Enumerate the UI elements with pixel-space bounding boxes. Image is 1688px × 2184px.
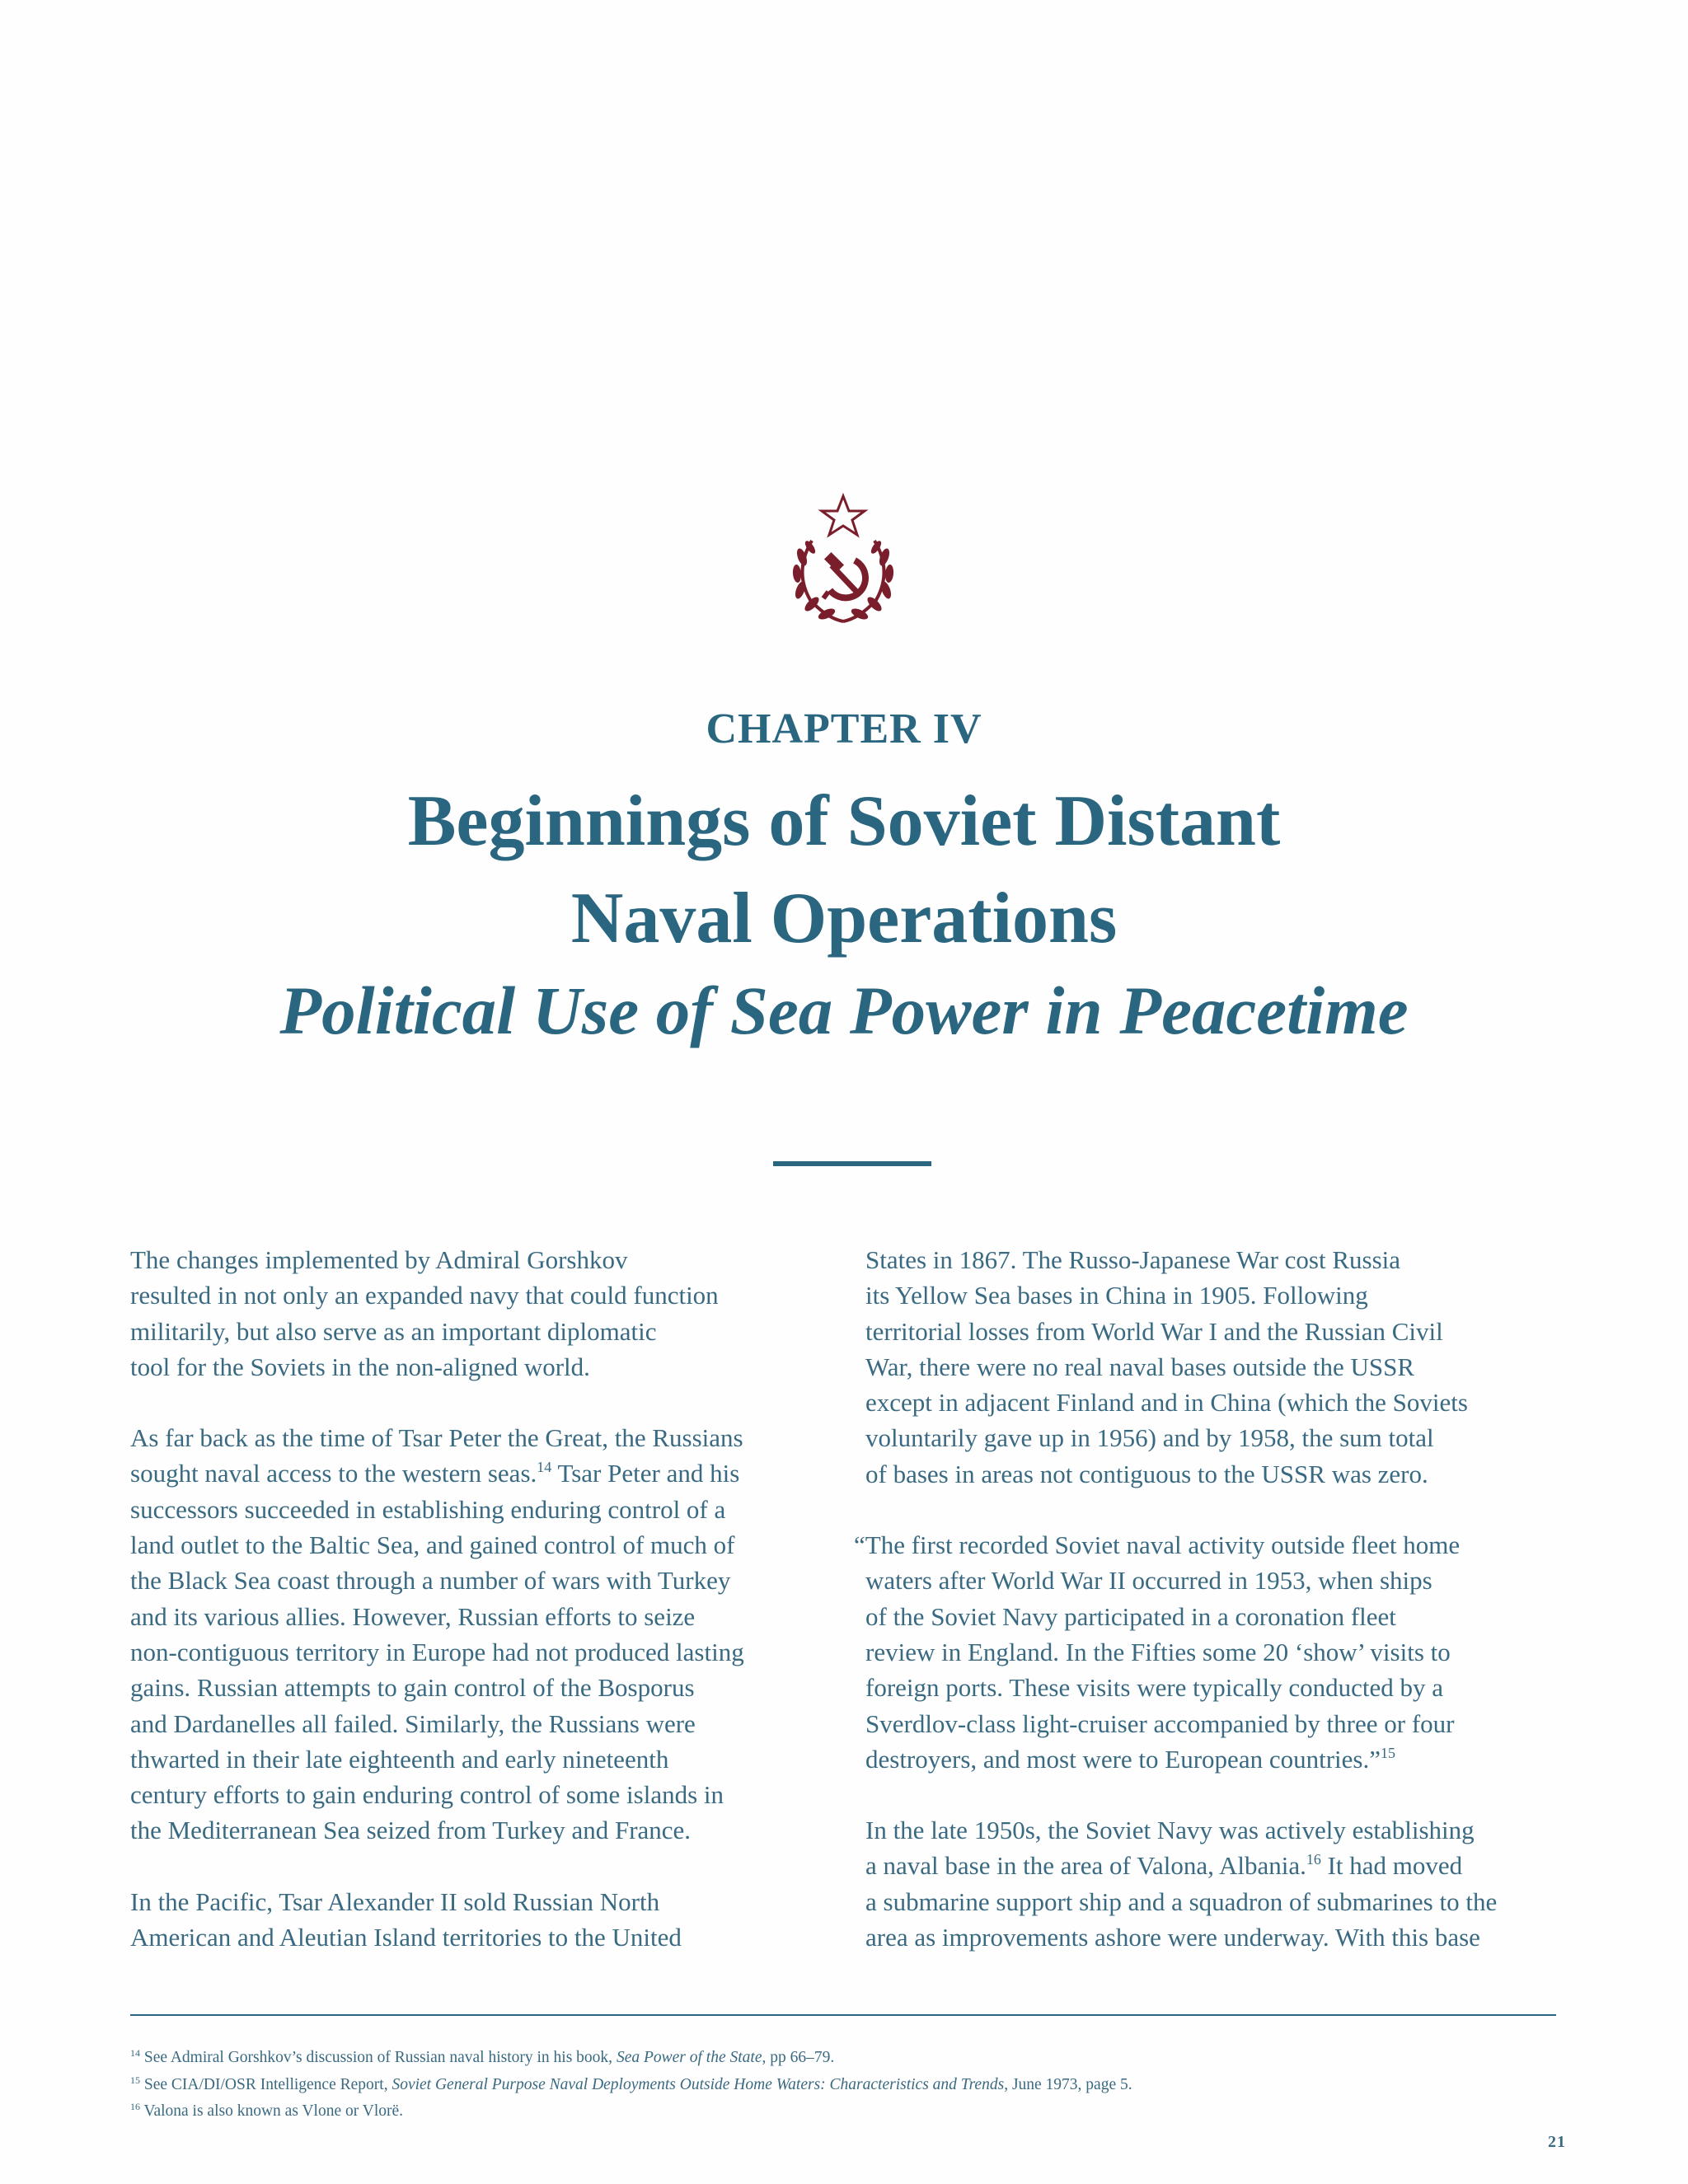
chapter-subtitle: Political Use of Sea Power in Peacetime: [279, 972, 1409, 1048]
footnote-ref: 14: [537, 1459, 552, 1476]
footnote-ref: 15: [1380, 1744, 1395, 1761]
chapter-label: CHAPTER IV: [706, 705, 982, 752]
chapter-title-line-1: Beginnings of Soviet Distant: [407, 781, 1281, 861]
paragraph: In the Pacific, Tsar Alexander II sold Russian North American and Aleutian Island territories to the United: [130, 1886, 682, 1952]
paragraph: States in 1867. The Russo-Japanese War cost Russia its Yellow Sea bases in China in 1905. Following territorial losses from World War I and the Russian Civil War, there were no real naval bases outside the USSR except in adjacent Finland and in China (which the Soviets voluntarily gave up in 1956) and by 1958, the sum total of bases in areas not contiguous to the USSR was zero.: [865, 1245, 1468, 1488]
paragraph: The changes implemented by Admiral Gorshkov resulted in not only an expanded navy that could function militarily, but also serve as an important diplomatic tool for the Soviets in the non-aligned world.: [130, 1245, 719, 1381]
paragraph: In the late 1950s, the Soviet Navy was actively establishing a naval base in the area of Valona, Albania.$^{16}$ It had moved a submarine support ship and a squadron of submarines to the area as improvements ashore were underway. With this base: [865, 1816, 1498, 1952]
footnotes: [130, 2042, 1556, 2123]
body-column-right: [854, 1242, 1566, 1990]
footnote: $^{15}$ See CIA/DI/OSR Intelligence Report, Soviet General Purpose Naval Deployments Outside Home Waters: Characteristics and Trends, June 1973, page 5.: [130, 2074, 1132, 2093]
body-column-left: [130, 1242, 823, 1990]
footnote-rule: [130, 2014, 1556, 2016]
footnote: $^{14}$ See Admiral Gorshkov’s discussion of Russian naval history in his book, Sea Power of the State, pp 66–79.: [130, 2047, 835, 2066]
soviet-emblem-icon: [779, 493, 907, 630]
paragraph: As far back as the time of Tsar Peter the Great, the Russians sought naval access to the western seas.$^{14}$ Tsar Peter and his successors succeeded in establishing enduring control of a land outlet to the Baltic Sea, and gained control of much of the Black Sea coast through a number of wars with Turkey and its various allies. However, Russian efforts to seize non-contiguous territory in Europe had not produced lasting gains. Russian attempts to gain control of the Bosporus and Dardanelles all failed. Similarly, the Russians were thwarted in their late eighteenth and early nineteenth century efforts to gain enduring control of some islands in the Mediterranean Sea seized from Turkey and France.: [130, 1423, 744, 1845]
chapter-title-line-2: Naval Operations: [570, 879, 1118, 958]
title-divider: [773, 1161, 931, 1166]
quote-paragraph: “The first recorded Soviet naval activity outside fleet home waters after World War II occurred in 1953, when ships of the Soviet Navy participated in a coronation fleet review in England. In the Fifties some 20 ‘show’ visits to foreign ports. These visits were typically conducted by a Sverdlov-class light-cruiser accompanied by three or four destroyers, and most were to European countries.”$^{15}$: [854, 1530, 1461, 1774]
footnote-ref: 16: [1306, 1851, 1321, 1868]
footnote: $^{16}$ Valona is also known as Vlone or Vlorë.: [130, 2101, 404, 2120]
chapter-title: [0, 773, 1688, 968]
page-number: 21: [1548, 2133, 1566, 2151]
